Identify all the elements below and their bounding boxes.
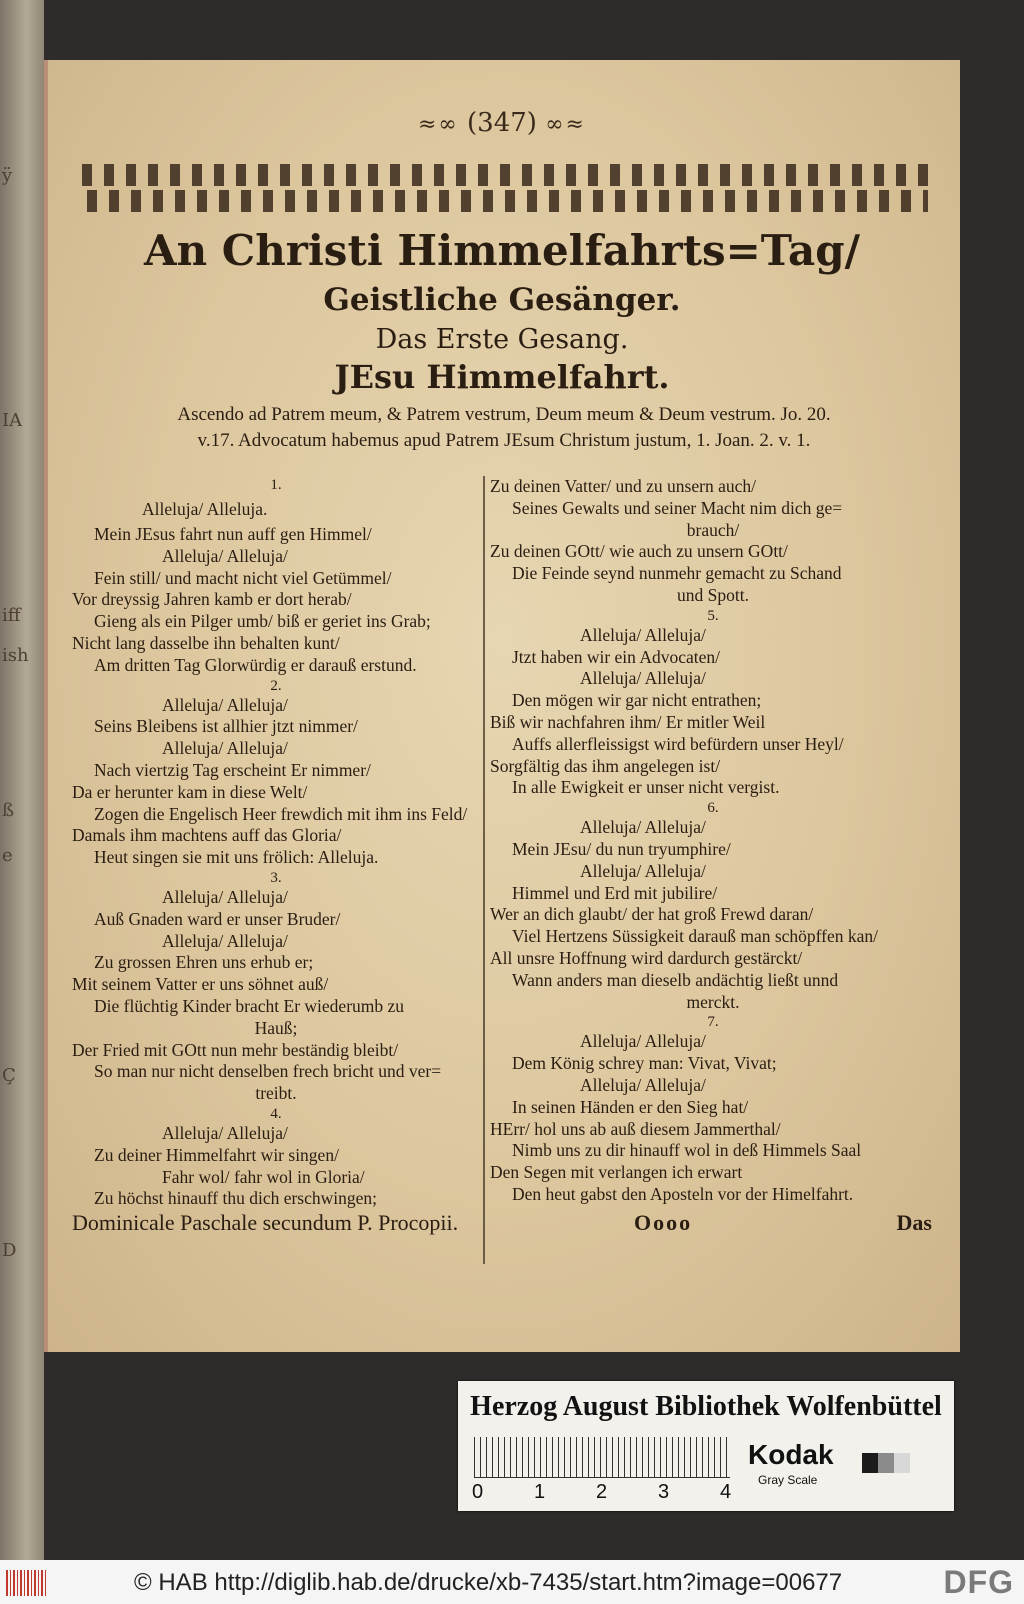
- source-link[interactable]: © HAB http://diglib.hab.de/drucke/xb-7435/start.htm?image=00677: [134, 1569, 843, 1596]
- signature-text: Dominicale Paschale secundum P. Procopii.: [72, 1210, 459, 1235]
- stanza-number: 5.: [707, 607, 719, 624]
- adjacent-page-fragment: iff: [2, 605, 21, 626]
- right-text-column: [490, 476, 936, 1206]
- verse-line: In alle Ewigkeit er unser nicht vergist.: [512, 777, 780, 798]
- verse-line: treibt.: [255, 1083, 297, 1104]
- stanza-number: 6.: [707, 800, 719, 817]
- song-title: JEsu Himmelfahrt.: [334, 358, 670, 396]
- verse-line: Zu deinen Vatter/ und zu unsern auch/: [490, 476, 756, 496]
- viewer-bottom-bar: [0, 1560, 1024, 1604]
- gray-scale-label: Gray Scale: [758, 1473, 818, 1487]
- adjacent-page-fragment: Ç: [2, 1065, 16, 1086]
- verse-line: brauch/: [686, 519, 740, 540]
- ruler-number: 4: [720, 1481, 732, 1503]
- verse-line: Alleluja/ Alleluja/: [580, 1074, 706, 1095]
- verse-line: Alleluja/ Alleluja/: [162, 930, 288, 951]
- verse-line: Zogen die Engelisch Heer frewdich mit ihm ins Feld/: [94, 803, 468, 824]
- adjacent-page-fragment: ÿ: [2, 165, 13, 186]
- verse-line: Nicht lang dasselbe ihn behalten kunt/: [72, 632, 340, 653]
- verse-line: In seinen Händen er den Sieg hat/: [512, 1096, 749, 1117]
- verse-line: Alleluja/ Alleluja/: [162, 738, 288, 759]
- verse-line: Am dritten Tag Glorwürdig er darauß erstund.: [94, 654, 417, 675]
- verse-line: Seines Gewalts und seiner Macht nim dich ge=: [512, 497, 843, 518]
- verse-line: Mein JEsus fahrt nun auff gen Himmel/: [94, 524, 372, 544]
- verse-line: Fahr wol/ fahr wol in Gloria/: [162, 1166, 365, 1187]
- verse-line: All unsre Hoffnung wird dardurch gestärckt/: [490, 947, 803, 968]
- ruler-number: 1: [534, 1481, 546, 1503]
- verse-line: und Spott.: [677, 584, 749, 605]
- verse-line: Da er herunter kam in diese Welt/: [72, 781, 308, 802]
- verse-line: Alleluja/ Alleluja/: [162, 1122, 288, 1143]
- verse-line: Auffs allerfleissigst wird befürdern unser Heyl/: [512, 733, 844, 754]
- library-name: Herzog August Bibliothek Wolfenbüttel: [470, 1391, 942, 1422]
- verse-line: Den Segen mit verlangen ich erwart: [490, 1162, 743, 1183]
- verse-line: Mit seinem Vatter er uns söhnet auß/: [72, 974, 329, 995]
- main-title: An Christi Himmelfahrts=Tag/: [144, 226, 860, 275]
- verse-line: Alleluja/ Alleluja/: [162, 694, 288, 715]
- verse-line: Sorgfältig das ihm angelegen ist/: [490, 755, 721, 776]
- verse-line: Nach viertzig Tag erscheint Er nimmer/: [94, 759, 371, 780]
- stanza-number: 7.: [707, 1014, 719, 1031]
- verse-line: Alleluja/ Alleluja/: [162, 886, 288, 907]
- verse-line: Nimb uns zu dir hinauff wol in deß Himmels Saal: [512, 1140, 862, 1161]
- gray-swatch-mid: [878, 1453, 894, 1473]
- verse-line: Jtzt haben wir ein Advocaten/: [512, 646, 720, 667]
- verse-line: Alleluja/ Alleluja/: [580, 1031, 706, 1052]
- kodak-logo: Kodak: [748, 1439, 834, 1470]
- ruler-number: 0: [472, 1481, 484, 1503]
- verse-line: Himmel und Erd mit jubilire/: [512, 882, 718, 903]
- verse-line: Alleluja/ Alleluja/: [580, 668, 706, 689]
- verse-line: Vor dreyssig Jahren kamb er dort herab/: [72, 589, 352, 610]
- verse-line: Alleluja/ Alleluja.: [142, 499, 268, 519]
- ornament-left-icon: ≈∞: [418, 112, 459, 137]
- epigraph-line: v.17. Advocatum habemus apud Patrem JEsum Christum justum, 1. Joan. 2. v. 1.: [197, 430, 811, 451]
- scripture-epigraph: [74, 402, 934, 454]
- verse-line: Zu höchst hinauff thu dich erschwingen;: [94, 1188, 378, 1209]
- verse-line: Zu grossen Ehren uns erhub er;: [94, 952, 314, 973]
- epigraph-line: Ascendo ad Patrem meum, & Patrem vestrum, Deum meum & Deum vestrum. Jo. 20.: [177, 404, 831, 425]
- book-page: [44, 60, 960, 1352]
- verse-line: Seins Bleibens ist allhier jtzt nimmer/: [94, 716, 358, 737]
- column-divider: [483, 476, 485, 1264]
- stanza-number: 3.: [270, 869, 282, 886]
- page-number-text: (347): [467, 108, 537, 138]
- verse-line: Zu deiner Himmelfahrt wir singen/: [94, 1144, 339, 1165]
- signature-mark: Oooo: [634, 1210, 693, 1235]
- verse-line: So man nur nicht denselben frech bricht und ver=: [94, 1061, 442, 1082]
- verse-line: HErr/ hol uns ab auß diesem Jammerthal/: [490, 1118, 781, 1139]
- adjacent-page-fragment: D: [2, 1240, 17, 1261]
- verse-line: Alleluja/ Alleluja/: [162, 545, 288, 566]
- adjacent-page-fragment: IA: [2, 410, 23, 431]
- left-text-column: [72, 476, 480, 1210]
- verse-line: Der Fried mit GOtt nun mehr beständig bleibt/: [72, 1039, 399, 1060]
- adjacent-page-edge: [0, 0, 44, 1560]
- verse-line: Mein JEsu/ du nun tryumphire/: [512, 838, 731, 859]
- adjacent-page-fragment: ß: [2, 800, 15, 821]
- adjacent-page-fragment: ish: [2, 645, 29, 666]
- verse-line: Damals ihm machtens auff das Gloria/: [72, 825, 342, 846]
- page-footer: [72, 1210, 932, 1246]
- verse-line: Wann anders man dieselb andächtig ließt unnd: [512, 969, 839, 990]
- verse-line: Gieng als ein Pilger umb/ biß er geriet ins Grab;: [94, 611, 431, 632]
- verse-line: Die flüchtig Kinder bracht Er wiederumb zu: [94, 995, 405, 1016]
- catchword: Das: [896, 1210, 932, 1235]
- verse-line: Alleluja/ Alleluja/: [580, 817, 706, 838]
- verse-line: Viel Hertzens Süssigkeit darauß man schöpffen kan/: [512, 926, 879, 947]
- stanza-number: 4.: [270, 1105, 282, 1122]
- ruler-number: 2: [596, 1481, 608, 1503]
- verse-line: Die Feinde seynd nunmehr gemacht zu Schand: [512, 563, 842, 584]
- verse-line: Biß wir nachfahren ihm/ Er mitler Weil: [490, 711, 766, 732]
- decorative-border-icon: [82, 160, 928, 216]
- subtitle: Geistliche Gesänger.: [323, 282, 681, 318]
- library-scale-card: [458, 1381, 954, 1511]
- verse-line: Fein still/ und macht nicht viel Getümmel/: [94, 567, 392, 588]
- song-heading: Das Erste Gesang.: [375, 324, 629, 355]
- gray-swatch-light: [894, 1453, 910, 1473]
- gray-swatch-dark: [862, 1453, 878, 1473]
- ornament-right-icon: ∞≈: [545, 112, 586, 137]
- verse-line: Auß Gnaden ward er unser Bruder/: [94, 908, 341, 929]
- verse-line: Den mögen wir gar nicht entrathen;: [512, 690, 762, 711]
- verse-line: Alleluja/ Alleluja/: [580, 624, 706, 645]
- verse-line: Alleluja/ Alleluja/: [580, 860, 706, 881]
- verse-line: merckt.: [686, 991, 740, 1012]
- page-number: [44, 108, 960, 138]
- dfg-logo: DFG: [943, 1564, 1014, 1600]
- barcode-icon: [6, 1570, 46, 1596]
- adjacent-page-fragment: e: [2, 845, 13, 866]
- stanza-number: 2.: [270, 677, 282, 694]
- stanza-number: 1.: [270, 477, 282, 493]
- ruler-number: 3: [658, 1481, 670, 1503]
- verse-line: Wer an dich glaubt/ der hat groß Frewd daran/: [490, 904, 814, 925]
- verse-line: Heut singen sie mit uns frölich: Alleluja.: [94, 847, 379, 868]
- ruler-icon: [474, 1437, 730, 1478]
- verse-line: Zu deinen GOtt/ wie auch zu unsern GOtt/: [490, 541, 788, 562]
- verse-line: Dem König schrey man: Vivat, Vivat;: [512, 1053, 777, 1074]
- verse-line: Hauß;: [254, 1017, 298, 1038]
- verse-line: Den heut gabst den Aposteln vor der Himelfahrt.: [512, 1183, 854, 1204]
